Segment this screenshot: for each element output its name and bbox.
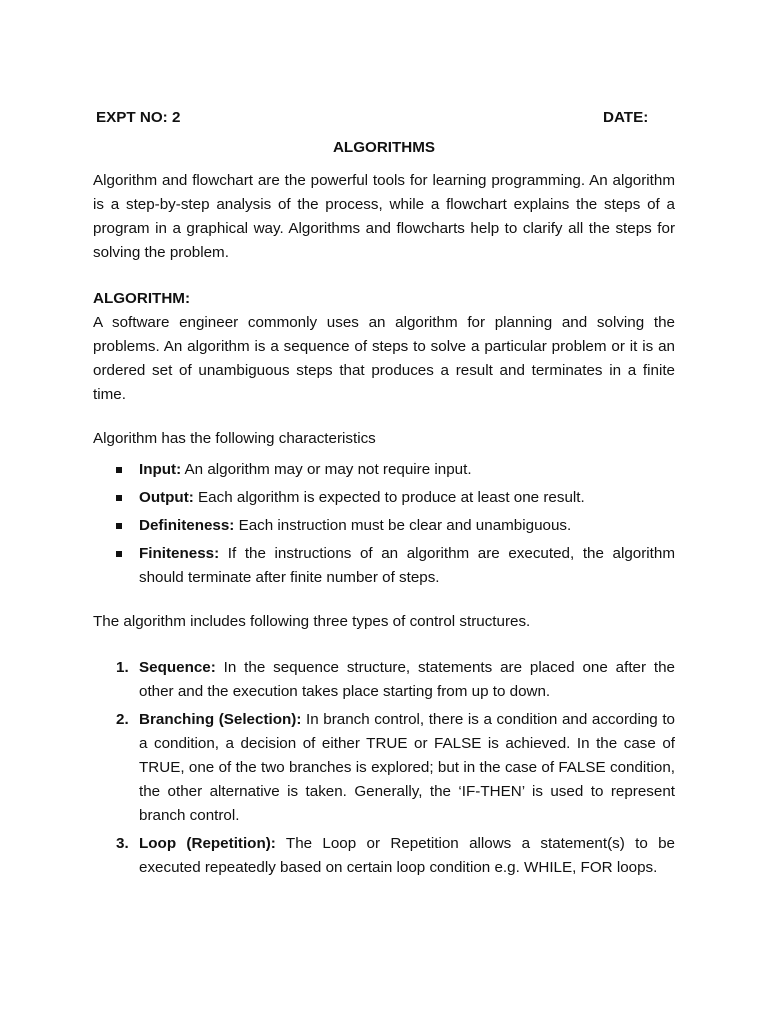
algorithm-heading: ALGORITHM: — [93, 290, 191, 307]
document-page — [93, 106, 675, 884]
characteristics-list — [93, 458, 675, 590]
list-item — [93, 486, 675, 510]
list-item-number: 1. — [116, 659, 129, 676]
square-bullet-icon — [116, 467, 122, 473]
list-item-term: Input: — [139, 461, 182, 478]
list-item-term: Definiteness: — [139, 517, 235, 534]
control-structures-intro: The algorithm includes following three types of control structures. — [93, 613, 531, 630]
square-bullet-icon — [116, 551, 122, 557]
list-item — [93, 458, 675, 482]
square-bullet-icon — [116, 523, 122, 529]
list-item-text: Each algorithm is expected to produce at least one result. — [193, 489, 585, 506]
list-item-text: In branch control, there is a condition and according to a condition, a decision of either TRUE or FALSE is achieved. In the case of TRUE, one of the two branches is explored; but in the case of FALSE condition, the other alternative is taken. Generally, the ‘IF-THEN’ is used to represent branch control. — [139, 711, 676, 824]
square-bullet-icon — [116, 495, 122, 501]
document-title: ALGORITHMS — [332, 139, 436, 156]
list-item-term: Finiteness: — [139, 545, 220, 562]
list-item — [93, 542, 675, 590]
date-label: DATE: — [603, 109, 649, 126]
control-structures-list — [93, 656, 675, 880]
list-item-text: Each instruction must be clear and unambiguous. — [234, 517, 572, 534]
list-item-text: If the instructions of an algorithm are executed, the algorithm should terminate after finite number of steps. — [139, 545, 675, 586]
list-item-text: The Loop or Repetition allows a statement(s) to be executed repeatedly based on certain loop condition e.g. WHILE, FOR loops. — [139, 835, 675, 876]
list-item-term: Branching (Selection): — [139, 711, 302, 728]
list-item-number: 3. — [116, 835, 129, 852]
list-item — [93, 708, 675, 828]
list-item-term: Loop (Repetition): — [139, 835, 276, 852]
list-item — [93, 832, 675, 880]
algorithm-paragraph: A software engineer commonly uses an algorithm for planning and solving the problems. An algorithm is a sequence of steps to solve a particular problem or it is an ordered set of unambiguous steps that produces a result and terminates in a finite time. — [93, 314, 675, 403]
list-item-term: Output: — [139, 489, 194, 506]
list-item-text: In the sequence structure, statements are placed one after the other and the execution takes place starting from up to down. — [139, 659, 675, 700]
list-item — [93, 514, 675, 538]
experiment-number: EXPT NO: 2 — [96, 109, 181, 126]
intro-paragraph: Algorithm and flowchart are the powerful tools for learning programming. An algorithm is a step-by-step analysis of the process, while a flowchart explains the steps of a program in a graphical way. Algorithms and flowcharts help to clarify all the steps for solving the problem. — [93, 172, 675, 261]
list-item — [93, 656, 675, 704]
characteristics-intro: Algorithm has the following characteristics — [93, 430, 376, 447]
document-header — [93, 106, 675, 128]
list-item-number: 2. — [116, 711, 129, 728]
list-item-text: An algorithm may or may not require input. — [181, 461, 472, 478]
list-item-term: Sequence: — [139, 659, 216, 676]
